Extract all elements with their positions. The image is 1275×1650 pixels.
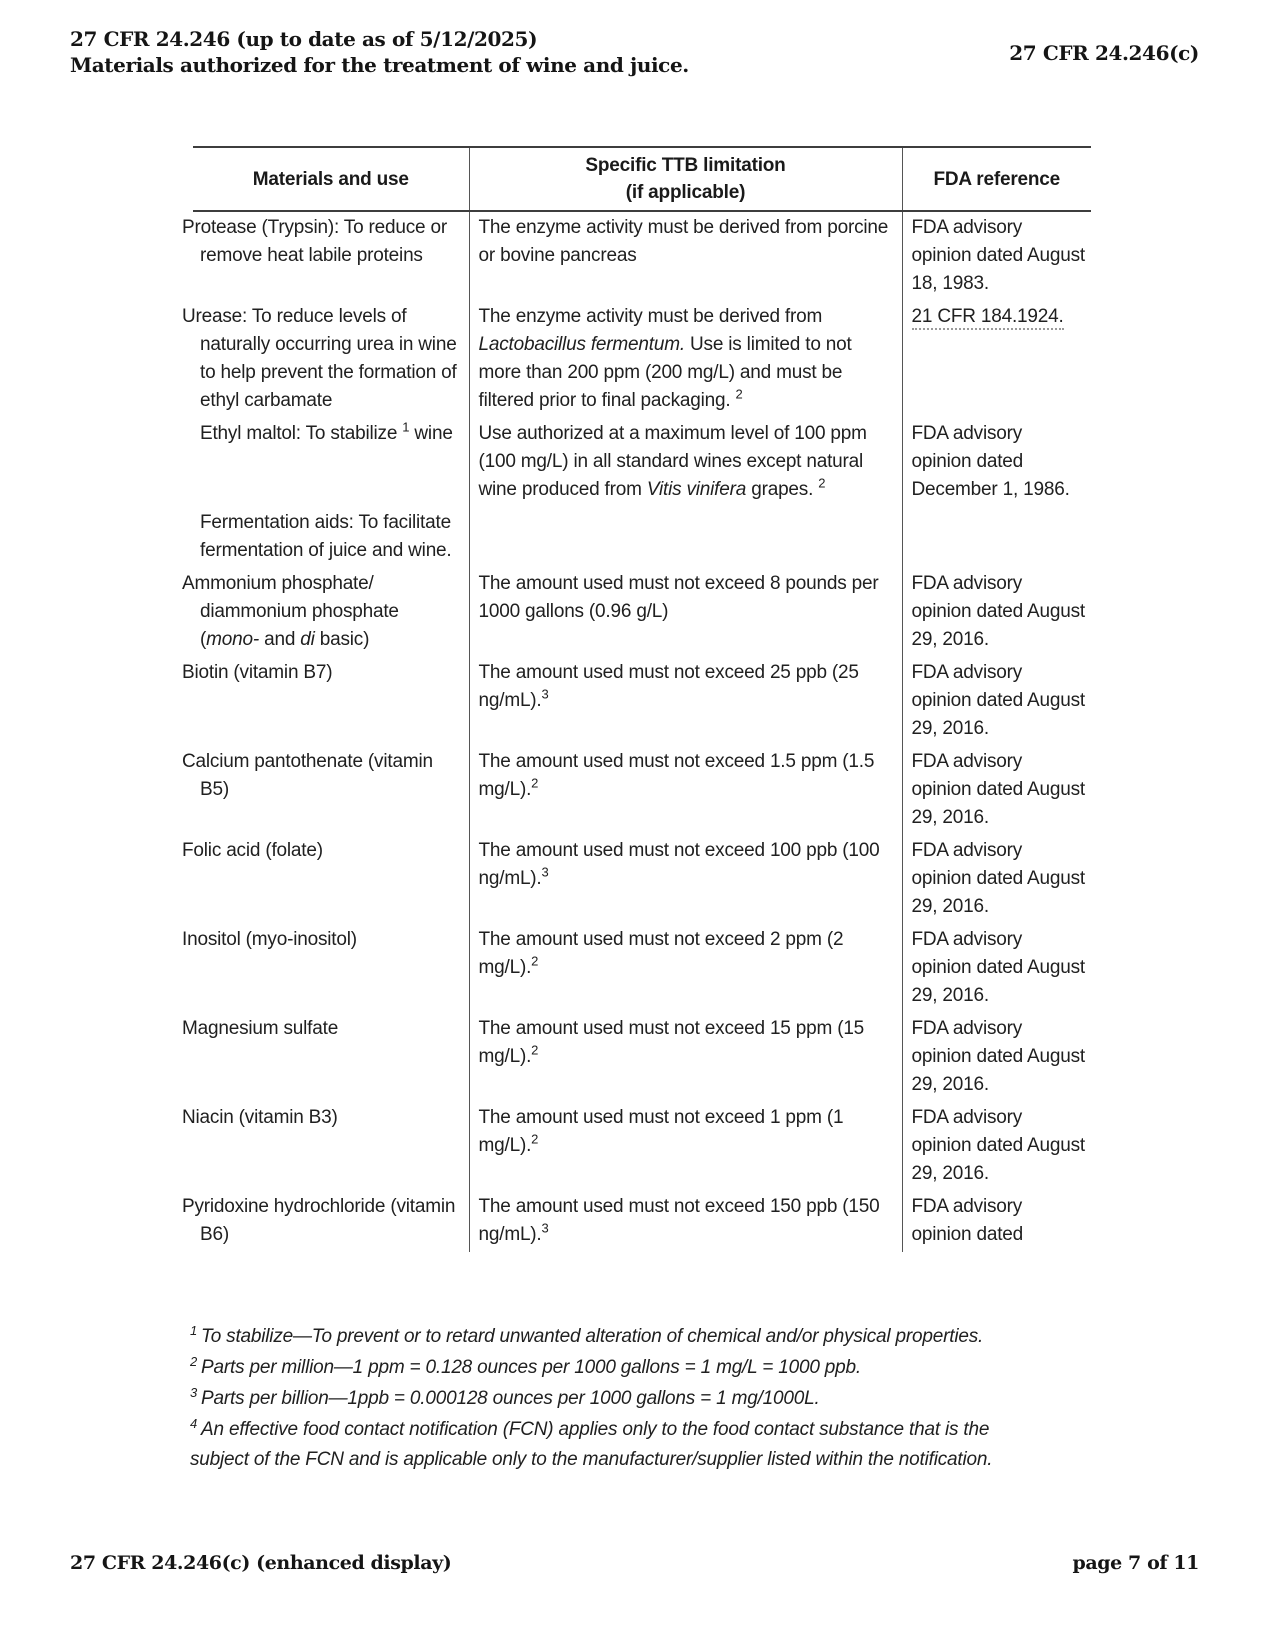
table-row	[193, 568, 1091, 657]
footnotes-block	[190, 1322, 1042, 1476]
fda-reference-cell: FDA advisory opinion dated August 18, 1983.	[911, 217, 1085, 294]
material-cell: Niacin (vitamin B3)	[182, 1107, 338, 1128]
col-header-fda: FDA reference	[902, 147, 1091, 211]
material-cell: Pyridoxine hydrochloride (vitamin B6)	[182, 1196, 456, 1245]
table-row	[193, 746, 1091, 835]
col-header-limitation: Specific TTB limitation (if applicable)	[469, 147, 902, 211]
table-row	[193, 211, 1091, 301]
fda-reference-cell: FDA advisory opinion dated August 29, 2016.	[911, 662, 1085, 739]
material-cell: Ethyl maltol: To stabilize $^1$ wine	[200, 419, 453, 444]
footnote-marker: 1	[190, 1322, 198, 1338]
material-cell: Fermentation aids: To facilitate fermentation of juice and wine.	[200, 512, 452, 561]
table-row	[193, 1013, 1091, 1102]
footnote	[190, 1353, 1042, 1383]
material-cell: Magnesium sulfate	[182, 1018, 339, 1039]
table-header-row	[193, 147, 1091, 211]
limitation-cell: The amount used must not exceed 150 ppb (150 ng/mL).$^3$	[469, 1191, 902, 1252]
fda-reference-cell: FDA advisory opinion dated August 29, 2016.	[911, 1107, 1085, 1184]
table-row	[193, 835, 1091, 924]
page-header-left	[70, 26, 689, 78]
table-row	[193, 418, 1091, 507]
limitation-cell: The amount used must not exceed 1.5 ppm (1.5 mg/L).$^2$	[469, 746, 902, 835]
footnote-text: An effective food contact notification (FCN) applies only to the food contact substance that is the subject of the FCN and is applicable only to the manufacturer/supplier listed within the notification.	[190, 1419, 993, 1470]
page-header	[70, 26, 1199, 78]
fda-reference-cell: FDA advisory opinion dated August 29, 2016.	[911, 1018, 1085, 1095]
footnote-marker: 3	[190, 1384, 198, 1400]
footer-citation: 27 CFR 24.246(c) (enhanced display)	[70, 1552, 452, 1574]
footer-page-number: page 7 of 11	[1072, 1552, 1199, 1574]
col-header-materials: Materials and use	[193, 147, 469, 211]
page-footer	[70, 1552, 1199, 1574]
fda-reference-cell: FDA advisory opinion dated August 29, 2016.	[911, 751, 1085, 828]
fda-reference-cell: FDA advisory opinion dated	[911, 1196, 1024, 1245]
section-title-line: Materials authorized for the treatment of wine and juice.	[70, 53, 689, 77]
footnote-marker: 2	[190, 1353, 198, 1369]
table-row	[193, 507, 1091, 568]
limitation-cell: Use authorized at a maximum level of 100 ppm (100 mg/L) in all standard wines except natural wine produced from Vitis vinifera grapes. $^2$	[469, 418, 902, 507]
limitation-cell: The amount used must not exceed 1 ppm (1 mg/L).$^2$	[469, 1102, 902, 1191]
table-row	[193, 301, 1091, 418]
material-cell: Folic acid (folate)	[182, 840, 323, 861]
limitation-cell: The amount used must not exceed 100 ppb (100 ng/mL).$^3$	[469, 835, 902, 924]
fda-reference-cell: FDA advisory opinion dated August 29, 2016.	[911, 840, 1085, 917]
footnote	[190, 1322, 1042, 1352]
table-row	[193, 924, 1091, 1013]
material-cell: Urease: To reduce levels of naturally occurring urea in wine to help prevent the formation of ethyl carbamate	[182, 306, 457, 411]
footnote-text: To stabilize—To prevent or to retard unwanted alteration of chemical and/or physical properties.	[201, 1326, 984, 1347]
fda-reference-cell: FDA advisory opinion dated August 29, 2016.	[911, 929, 1085, 1006]
limitation-cell: The amount used must not exceed 2 ppm (2 mg/L).$^2$	[469, 924, 902, 1013]
limitation-cell: The enzyme activity must be derived from Lactobacillus fermentum. Use is limited to not more than 200 ppm (200 mg/L) and must be filtered prior to final packaging. $^2$	[469, 301, 902, 418]
limitation-cell: The amount used must not exceed 8 pounds per 1000 gallons (0.96 g/L)	[469, 568, 902, 657]
limitation-cell	[469, 507, 902, 568]
limitation-cell: The amount used must not exceed 25 ppb (25 ng/mL).$^3$	[469, 657, 902, 746]
fda-reference-cell	[902, 507, 1091, 568]
footnote-marker: 4	[190, 1415, 198, 1431]
table-row	[193, 1191, 1091, 1252]
footnote-text: Parts per billion—1ppb = 0.000128 ounces per 1000 gallons = 1 mg/1000L.	[201, 1388, 820, 1409]
fda-reference-cell: FDA advisory opinion dated December 1, 1986.	[911, 423, 1070, 500]
materials-table	[182, 146, 1091, 1252]
limitation-cell: The amount used must not exceed 15 ppm (15 mg/L).$^2$	[469, 1013, 902, 1102]
page-header-right: 27 CFR 24.246(c)	[1009, 41, 1199, 65]
cfr-reference-link[interactable]: 21 CFR 184.1924.	[912, 306, 1064, 330]
footnote	[190, 1415, 1042, 1475]
table-row	[193, 657, 1091, 746]
footnote-text: Parts per million—1 ppm = 0.128 ounces per 1000 gallons = 1 mg/L = 1000 ppb.	[201, 1357, 861, 1378]
footnote	[190, 1384, 1042, 1414]
fda-reference-cell: FDA advisory opinion dated August 29, 2016.	[911, 573, 1085, 650]
material-cell: Biotin (vitamin B7)	[182, 662, 333, 683]
cfr-citation-line: 27 CFR 24.246 (up to date as of 5/12/2025)	[70, 27, 538, 51]
material-cell: Inositol (myo-inositol)	[182, 929, 357, 950]
material-cell: Calcium pantothenate (vitamin B5)	[182, 751, 433, 800]
table-row	[193, 1102, 1091, 1191]
material-cell: Ammonium phosphate/ diammonium phosphate (mono- and di basic)	[182, 573, 399, 650]
limitation-cell: The enzyme activity must be derived from porcine or bovine pancreas	[469, 211, 902, 301]
material-cell: Protease (Trypsin): To reduce or remove heat labile proteins	[182, 217, 447, 266]
fda-reference-cell	[902, 301, 1091, 418]
